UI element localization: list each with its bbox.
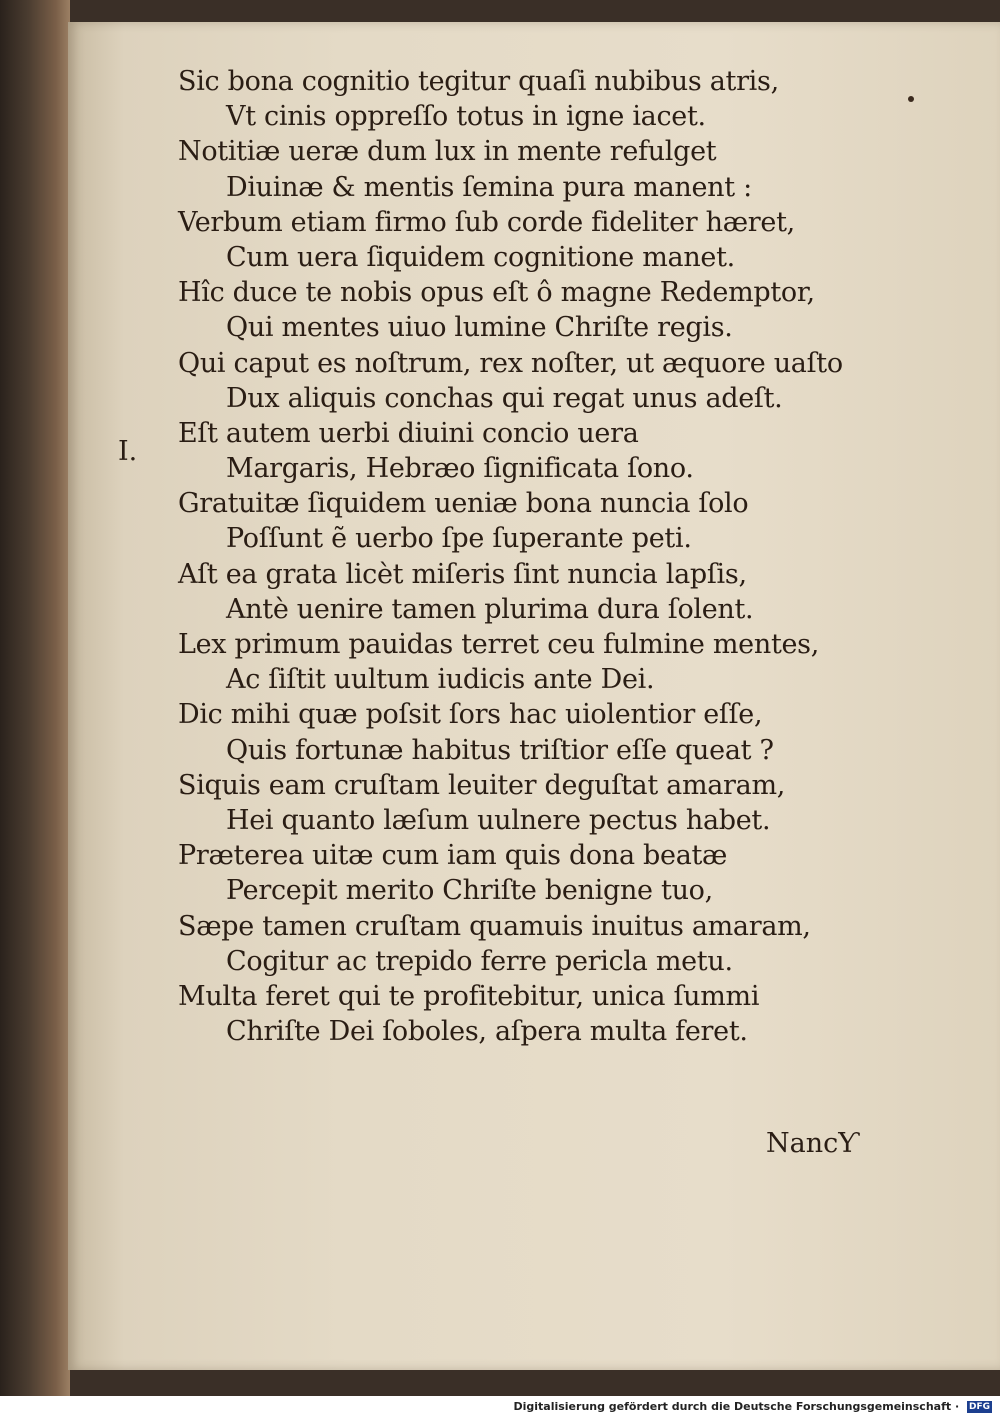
verse-line: Lex primum pauidas terret ceu fulmine mentes, <box>178 629 820 660</box>
credit-separator: · <box>951 1400 963 1413</box>
verse-line: Hîc duce te nobis opus eſt ô magne Redemptor, <box>178 277 815 309</box>
verse-line: Ac ſiſtit uultum iudicis ante Dei. <box>226 664 655 696</box>
verse-line: Dic mihi quæ poſsit ſors hac uiolentior eſſe, <box>178 699 763 731</box>
verse-line: Diuinæ & mentis ſemina pura manent : <box>226 171 752 203</box>
funding-credit <box>513 1400 992 1413</box>
verse-line: Gratuitæ ſiquidem ueniæ bona nuncia ſolo <box>178 488 749 520</box>
verse-line: Aſt ea grata licèt miſeris ſint nuncia lapſis, <box>178 558 747 590</box>
dfg-logo: DFG <box>968 1402 990 1412</box>
verse-line: Dux aliquis conchas qui regat unus adeſt. <box>226 382 783 414</box>
verse-line: Cum uera ſiquidem cognitione manet. <box>226 241 735 273</box>
verse-line: Verbum etiam firmo ſub corde fideliter hæret, <box>178 206 795 238</box>
poem-text-block <box>178 64 908 1049</box>
verse-line: Siquis eam cruſtam leuiter deguſtat amaram, <box>178 769 786 801</box>
verse-line: Margaris, Hebræo ſignificata ſono. <box>226 453 694 485</box>
ink-dot <box>908 96 914 102</box>
verse-line: Antè uenire tamen plurima dura ſolent. <box>226 593 754 625</box>
footer-bar <box>0 1396 1000 1420</box>
verse-line: Percepit merito Chriſte benigne tuo, <box>226 875 713 907</box>
book-binding-edge <box>0 0 70 1396</box>
verse-line: Qui mentes uiuo lumine Chriſte regis. <box>226 312 733 344</box>
verse-line: Quis fortunæ habitus triſtior eſſe queat ? <box>226 734 774 766</box>
verse-line: Vt cinis oppreſſo totus in igne iacet. <box>226 101 706 133</box>
verse-line: Hei quanto læſum uulnere pectus habet. <box>226 804 771 836</box>
verse-line: Sic bona cognitio tegitur quaſi nubibus atris, <box>178 66 779 97</box>
margin-number: I. <box>118 436 138 467</box>
verse-line: Multa feret qui te profitebitur, unica ſummi <box>178 980 760 1012</box>
verse-line: Eſt autem uerbi diuini concio uera <box>178 417 639 449</box>
verse-line: Chriſte Dei ſoboles, aſpera multa feret. <box>226 1016 748 1048</box>
catchword: NancƳ <box>766 1128 859 1159</box>
verse-line: Qui caput es noſtrum, rex noſter, ut æquore uaſto <box>178 347 843 379</box>
verse-line: Præterea uitæ cum iam quis dona beatæ <box>178 840 728 872</box>
verse-line: Sæpe tamen cruſtam quamuis inuitus amaram, <box>178 910 811 942</box>
verse-line: Poſſunt ẽ uerbo ſpe ſuperante peti. <box>226 523 692 555</box>
verse-line: Cogitur ac trepido ferre pericla metu. <box>226 945 733 977</box>
funding-credit-text: Digitalisierung gefördert durch die Deutsche Forschungsgemeinschaft <box>513 1400 952 1413</box>
verse-line: Notitiæ ueræ dum lux in mente refulget <box>178 136 717 168</box>
